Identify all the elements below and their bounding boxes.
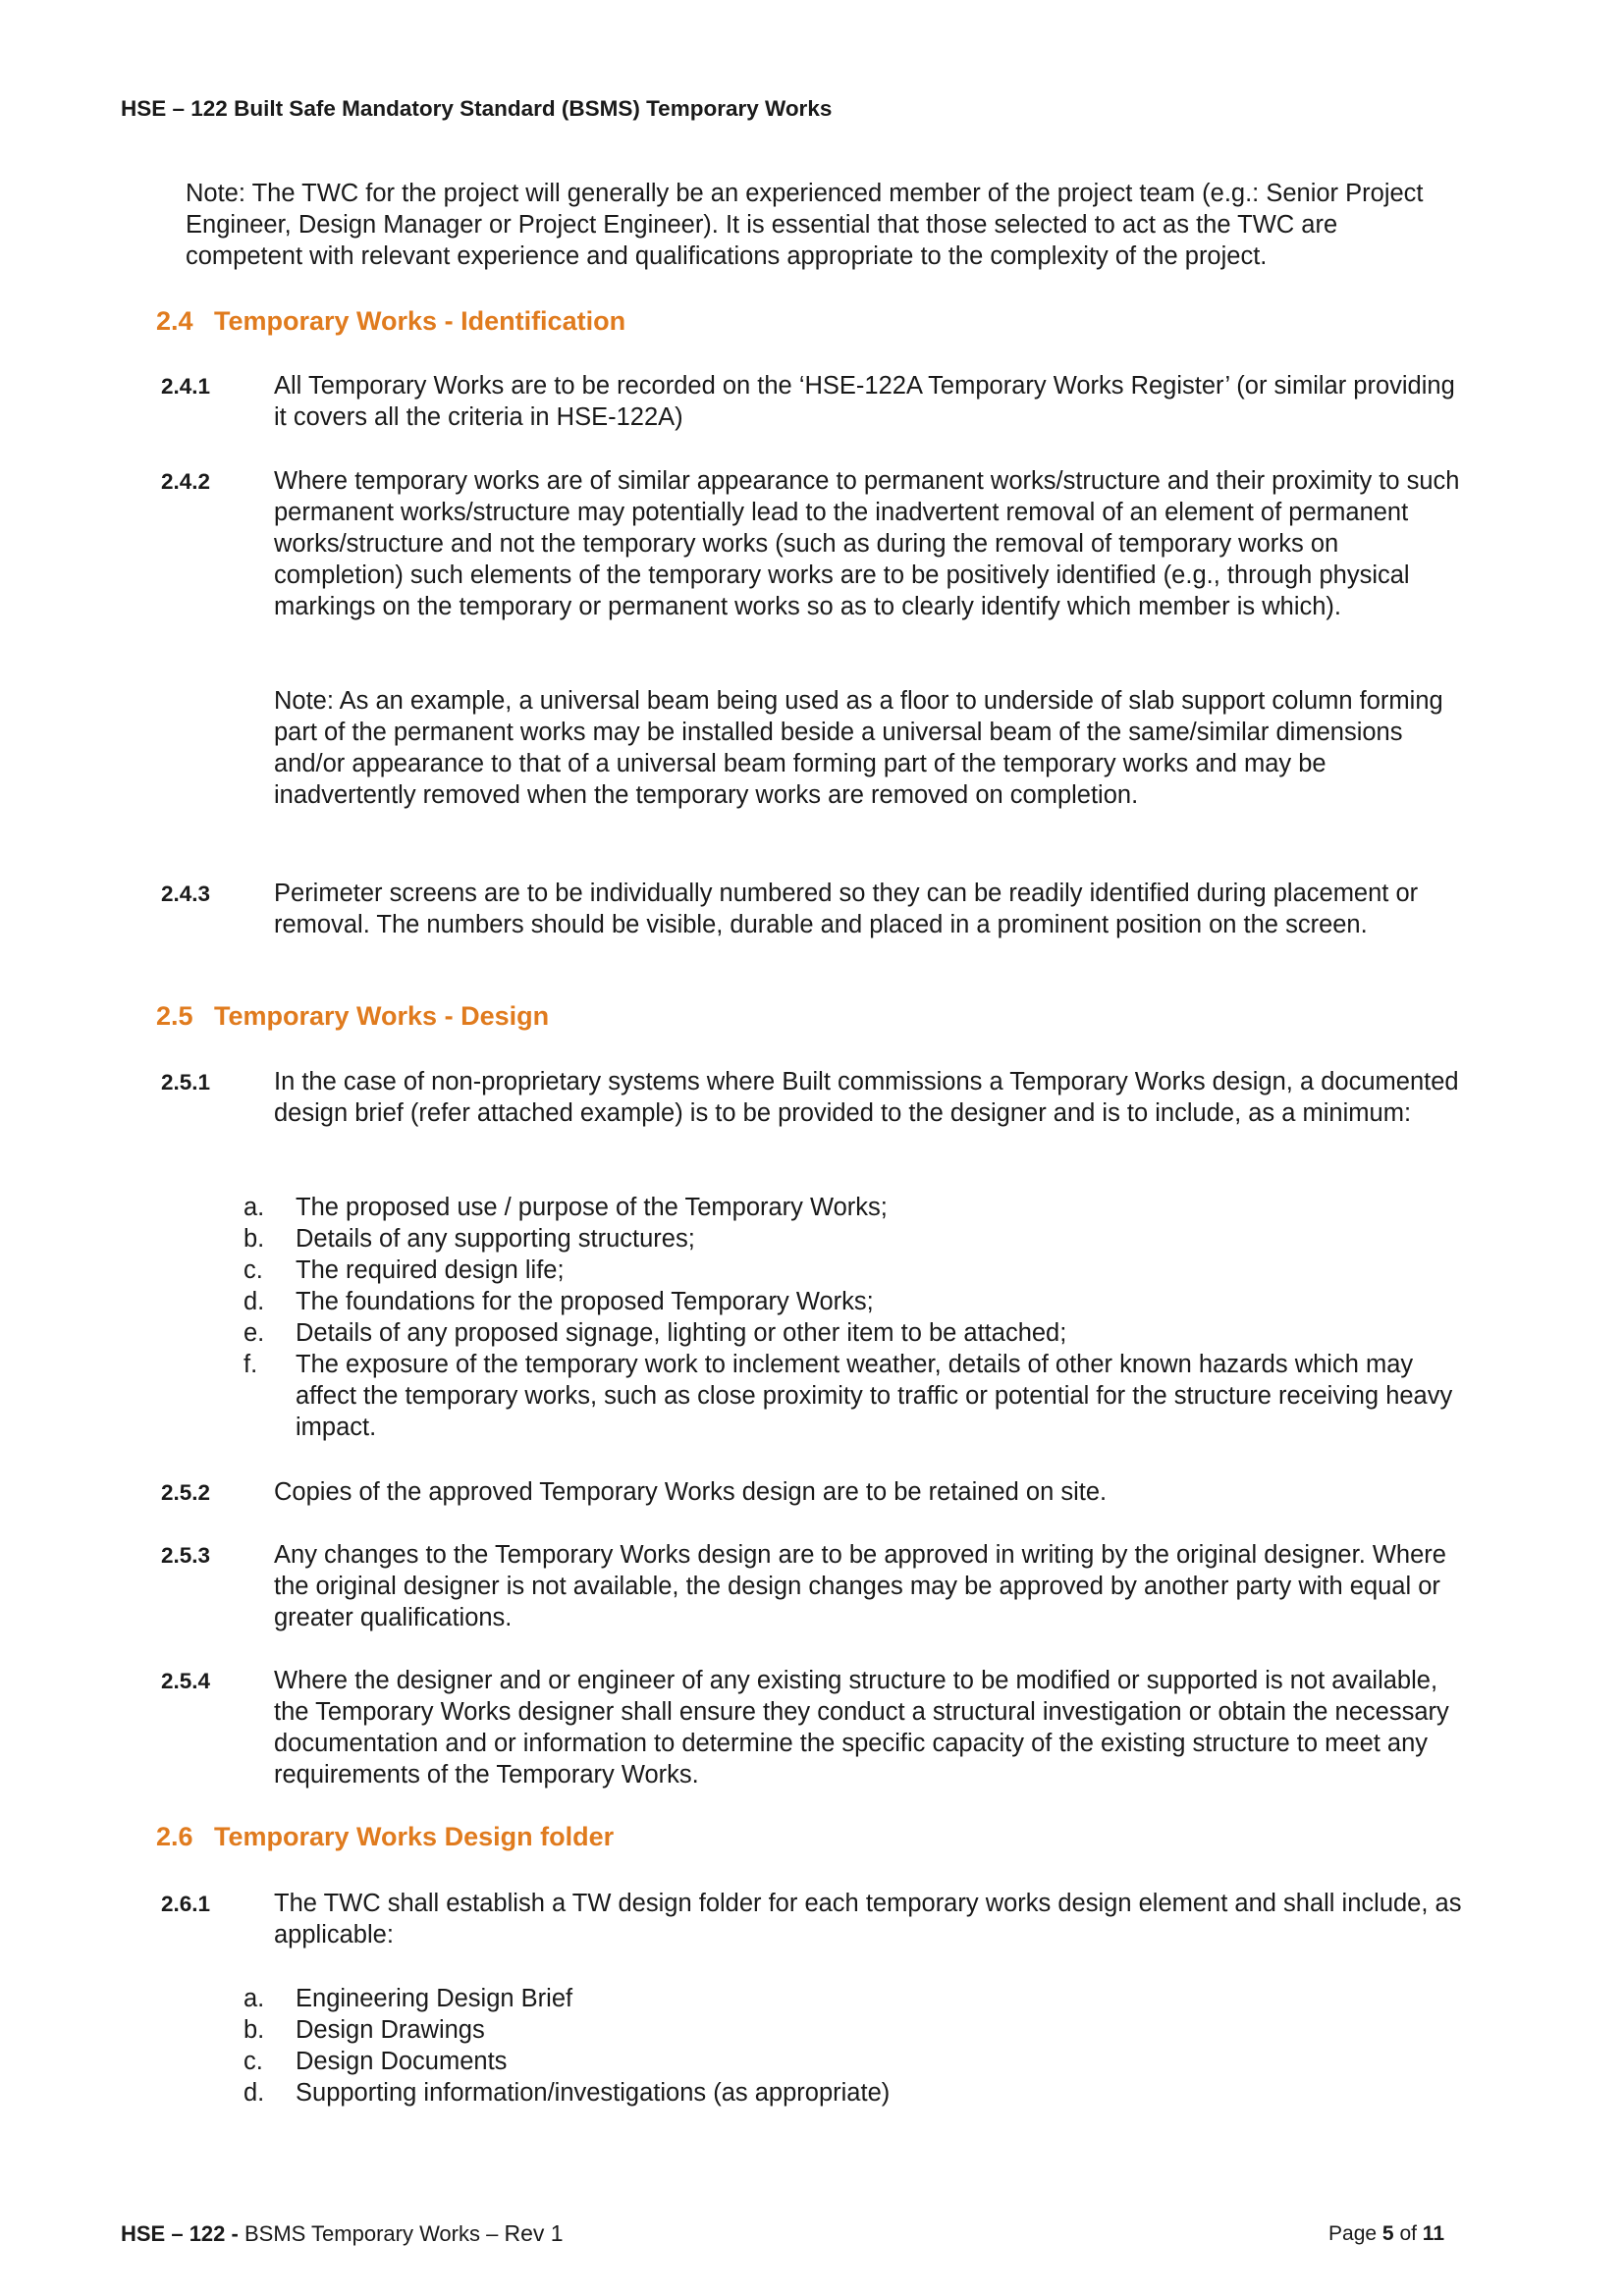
clause-number-2-5-1: 2.5.1 <box>161 1070 211 1095</box>
list-item-text: The required design life; <box>296 1256 565 1284</box>
list-item <box>242 1983 1459 2014</box>
clause-number-2-6-1: 2.6.1 <box>161 1892 211 1916</box>
list-item-text: Supporting information/investigations (as appropriate) <box>296 2079 891 2107</box>
page-total: 11 <box>1422 2222 1444 2245</box>
footer-page-number <box>1328 2222 1444 2246</box>
list-item-label: d. <box>244 2079 265 2107</box>
clause-number-2-5-3: 2.5.3 <box>161 1543 211 1568</box>
section-title: Temporary Works Design folder <box>214 1822 615 1851</box>
footer-revision: Rev 1 <box>504 2220 564 2246</box>
list-item-text: Details of any supporting structures; <box>296 1225 695 1253</box>
footer-doc-name: BSMS Temporary Works – <box>244 2221 499 2246</box>
list-item <box>242 1255 1459 1286</box>
page-current: 5 <box>1381 2222 1394 2245</box>
list-item-label: f. <box>244 1351 258 1378</box>
design-folder-list <box>242 1983 1459 2109</box>
list-item-text: Engineering Design Brief <box>296 1985 573 2012</box>
section-heading-2-4 <box>156 306 625 337</box>
clause-number-2-4-3: 2.4.3 <box>161 881 211 906</box>
section-title: Temporary Works - Identification <box>214 306 626 336</box>
clause-text-2-4-2: Where temporary works are of similar appearance to permanent works/structure and their proximity to such permanent works/structure may potentially lead to the inadvertent removal of an element of permanent works/structure and not the temporary works (such as during the removal of temporary works on completion) such elements of the temporary works are to be positively identified (e.g., through physical markings on the temporary or permanent works so as to clearly identify which member is which). <box>274 467 1460 620</box>
clause-number-2-5-2: 2.5.2 <box>161 1480 211 1505</box>
list-item-label: e. <box>244 1319 265 1347</box>
list-item <box>242 1192 1459 1223</box>
section-heading-2-6 <box>156 1822 614 1852</box>
list-item <box>242 1317 1459 1349</box>
page-prefix: Page <box>1328 2222 1378 2245</box>
design-brief-list <box>242 1192 1459 1443</box>
clause-number-2-4-2: 2.4.2 <box>161 469 211 494</box>
list-item-label: c. <box>244 1256 263 1284</box>
list-item-text: The proposed use / purpose of the Temporary Works; <box>296 1194 888 1221</box>
footer-document-id <box>121 2220 564 2247</box>
list-item-label: a. <box>244 1194 265 1221</box>
clause-text-2-5-2: Copies of the approved Temporary Works design are to be retained on site. <box>274 1478 1108 1506</box>
clause-note-2-4-2: Note: As an example, a universal beam being used as a floor to underside of slab support column forming part of the permanent works may be installed beside a universal beam of the same/similar dimensions and/or appearance to that of a universal beam forming part of the temporary works and may be inadvertently removed when the temporary works are removed on completion. <box>274 687 1443 809</box>
section-number: 2.5 <box>156 1001 193 1031</box>
list-item <box>242 2046 1459 2077</box>
section-number: 2.6 <box>156 1822 193 1851</box>
clause-text-2-4-3: Perimeter screens are to be individually numbered so they can be readily identified during placement or removal. The numbers should be visible, durable and placed in a prominent position on the screen. <box>274 880 1419 938</box>
clause-text-2-5-1: In the case of non-proprietary systems where Built commissions a Temporary Works design, a documented design brief (refer attached example) is to be provided to the designer and is to include, as a minimum: <box>274 1068 1459 1127</box>
list-item-label: b. <box>244 1225 265 1253</box>
list-item <box>242 1286 1459 1317</box>
page-of: of <box>1399 2222 1417 2245</box>
list-item-label: a. <box>244 1985 265 2012</box>
list-item-text: The foundations for the proposed Temporary Works; <box>296 1288 874 1315</box>
clause-text-2-6-1: The TWC shall establish a TW design folder for each temporary works design element and shall include, as applicable: <box>274 1890 1462 1949</box>
clause-text-2-5-4: Where the designer and or engineer of any existing structure to be modified or supported is not available, the Temporary Works designer shall ensure they conduct a structural investigation or obtain the necessary documentation and or information to determine the specific capacity of the existing structure to meet any requirements of the Temporary Works. <box>274 1667 1449 1789</box>
clause-number-2-4-1: 2.4.1 <box>161 374 211 399</box>
clause-text-2-4-1: All Temporary Works are to be recorded on the ‘HSE-122A Temporary Works Register’ (or similar providing it covers all the criteria in HSE-122A) <box>274 372 1455 431</box>
list-item <box>242 2014 1459 2046</box>
list-item-label: d. <box>244 1288 265 1315</box>
list-item <box>242 1349 1459 1443</box>
list-item-text: Design Documents <box>296 2048 508 2075</box>
intro-note: Note: The TWC for the project will generally be an experienced member of the project team (e.g.: Senior Project Engineer, Design Manager or Project Engineer). It is essential that those selected to act as the TWC are competent with relevant experience and qualifications appropriate to the complexity of the project. <box>186 180 1424 270</box>
footer-code: HSE – 122 - <box>121 2221 239 2246</box>
list-item-text: The exposure of the temporary work to inclement weather, details of other known hazards which may affect the temporary works, such as close proximity to traffic or potential for the structure receiving heavy impact. <box>296 1351 1453 1441</box>
section-title: Temporary Works - Design <box>214 1001 550 1031</box>
document-header-title: HSE – 122 Built Safe Mandatory Standard (BSMS) Temporary Works <box>121 96 833 121</box>
list-item-label: c. <box>244 2048 263 2075</box>
list-item-text: Details of any proposed signage, lighting or other item to be attached; <box>296 1319 1067 1347</box>
section-number: 2.4 <box>156 306 193 336</box>
list-item-label: b. <box>244 2016 265 2044</box>
clause-text-2-5-3: Any changes to the Temporary Works design are to be approved in writing by the original designer. Where the original designer is not available, the design changes may be approved by another party with equal or greater qualifications. <box>274 1541 1446 1631</box>
list-item-text: Design Drawings <box>296 2016 485 2044</box>
section-heading-2-5 <box>156 1001 549 1032</box>
clause-number-2-5-4: 2.5.4 <box>161 1669 211 1693</box>
list-item <box>242 2077 1459 2109</box>
list-item <box>242 1223 1459 1255</box>
